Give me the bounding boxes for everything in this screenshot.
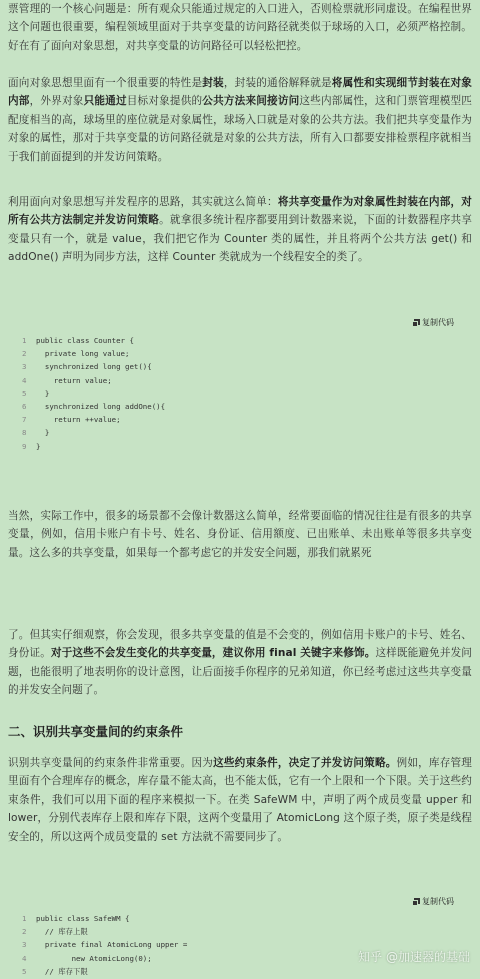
copy-label: 复制代码 — [422, 897, 454, 906]
code-line — [22, 347, 165, 360]
p1-text: 票管理的一个核心问题是：所有观众只能通过规定的入口进入，否则检票就形同虚设。在编程世界这个问题也很重要，编程领域里面对于共享变量的访问路径就类似于球场的入口，必须严格控制。好在有了面向对象思想，对共享变量的访问路径可以轻松把控。 — [8, 3, 472, 52]
line-number: 2 — [22, 349, 27, 359]
code-block-counter — [22, 334, 165, 453]
line-number: 8 — [22, 428, 27, 438]
p2-bold-3: 只能通过 — [83, 95, 127, 108]
p3-text-c: 。就拿很多统计程序都要用到计数器来说，下面的计数器程序共享变量只有一个，就是 value，我们把它作为 Counter 类的属性，并且将两个公共方法 get() 和 addOne() 声明为同步方法，这样 Counter 类就成为一个线程安全的类了。 — [8, 214, 472, 264]
code-line — [22, 413, 165, 426]
p2-text-d: ，外界对象 — [29, 95, 84, 108]
code-text: } — [36, 428, 50, 438]
watermark: 知乎 @加速器的基础 — [358, 950, 470, 964]
code-text: public class Counter { — [36, 336, 134, 345]
p2-bold-4: 公共方法来间接访问 — [202, 95, 300, 108]
code-text: return ++value; — [36, 415, 121, 425]
code-line — [22, 952, 187, 965]
line-number: 7 — [22, 415, 27, 425]
code-line — [22, 440, 165, 453]
code-line — [22, 965, 187, 978]
code-text: // 库存上限 — [36, 927, 88, 937]
p4-text: 当然，实际工作中，很多的场景都不会像计数器这么简单，经常要面临的情况往往是有很多的共享变量，例如，信用卡账户有卡号、姓名、身份证、信用额度、已出账单、未出账单等很多共享变量。这么多的共享变量，如果每一个都考虑它的并发安全问题，那我们就累死 — [8, 510, 472, 559]
section-heading — [0, 722, 480, 740]
code-line — [22, 912, 187, 925]
copy-code-button-1[interactable] — [412, 317, 454, 328]
line-number: 3 — [22, 940, 27, 950]
p5-bold-1: 对于这些不会发生变化的共享变量，建议你用 final 关键字来修饰。 — [50, 647, 376, 660]
p2-text-f: 这些内部属性，这和门票管理模型匹配度相当的高，球场里的座位就是对象属性，球场入口就是对象的公共方法。我们把共享变量作为对象的属性，那对于共享变量的访问路径就是对象的公共方法，所有入口都要安排检票程序就相当于我们前面提到的并发访问策略。 — [8, 95, 472, 163]
line-number: 1 — [22, 336, 27, 345]
p2-bold-1: 封装 — [202, 77, 224, 89]
p3-text-a: 利用面向对象思想写并发程序的思路，其实就这么简单： — [8, 196, 278, 208]
p5-text-c: 这样既能避免并发问题，也能很明了地表明你的设计意图，让后面接手你程序的兄弟知道，你已经考虑过这些共享变量的并发安全问题了。 — [8, 647, 472, 697]
paragraph-1 — [0, 0, 480, 55]
section-title: 二、识别共享变量间的约束条件 — [8, 724, 184, 739]
copy-icon — [412, 319, 420, 327]
line-number: 6 — [22, 402, 27, 412]
p6-text-c: 例如，库存管理里面有个合理库存的概念，库存量不能太高，也不能太低，它有一个上限和一个下限。关于这些约束条件，我们可以用下面的程序来模拟一下。在类 SafeWM 中，声明了两个成员变量 upper 和 lower，分别代表库存上限和库存下限，这两个变量用了 AtomicLong 这个原子类，原子类是线程安全的，所以这两个成员变量的 set 方法就不需要同步了。 — [8, 757, 472, 843]
line-number: 2 — [22, 927, 27, 937]
code-line — [22, 334, 165, 347]
copy-label: 复制代码 — [422, 318, 454, 327]
copy-code-button-2[interactable] — [412, 896, 454, 907]
code-line — [22, 426, 165, 439]
code-text: } — [36, 441, 41, 451]
p2-bold-2: 将属性和实现细节封装在对象内部 — [8, 77, 472, 108]
line-number: 1 — [22, 914, 27, 923]
code-text: private long value; — [36, 349, 130, 359]
code-text: // 库存下限 — [36, 966, 88, 976]
p2-text-a: 面向对象思想里面有一个很重要的特性是 — [8, 77, 203, 89]
code-line — [22, 938, 187, 951]
line-number: 3 — [22, 362, 27, 372]
code-line — [22, 374, 165, 387]
p2-text-c: ，封装的通俗解释就是 — [223, 77, 332, 89]
line-number: 9 — [22, 441, 27, 451]
paragraph-3 — [0, 193, 480, 267]
paragraph-6 — [0, 754, 480, 846]
code-line — [22, 925, 187, 938]
code-text: synchronized long get(){ — [36, 362, 152, 372]
code-text: public class SafeWM { — [36, 914, 130, 923]
line-number: 4 — [22, 375, 27, 385]
paragraph-4 — [0, 507, 480, 562]
p2-text-e: 目标对象提供的 — [126, 95, 203, 108]
code-line — [22, 360, 165, 373]
code-line — [22, 400, 165, 413]
paragraph-5 — [0, 626, 480, 700]
p6-bold-1: 这些约束条件，决定了并发访问策略。 — [213, 757, 397, 769]
p3-bold-1: 将共享变量作为对象属性封装在内部，对所有公共方法制定并发访问策略 — [8, 196, 472, 227]
code-text: return value; — [36, 375, 112, 385]
code-block-safewm — [22, 912, 187, 978]
p6-text-a: 识别共享变量间的约束条件非常重要。因为 — [8, 757, 214, 769]
code-text: private final AtomicLong upper = — [36, 940, 188, 950]
code-line — [22, 387, 165, 400]
paragraph-2 — [0, 74, 480, 166]
code-text: } — [36, 388, 50, 398]
code-text: synchronized long addOne(){ — [36, 402, 166, 412]
p5-text-a: 了。但其实仔细观察，你会发现，很多共享变量的值是不会变的，例如信用卡账户的卡号、姓名、身份证。 — [8, 629, 472, 660]
copy-icon — [412, 898, 420, 906]
line-number: 5 — [22, 966, 27, 976]
line-number: 5 — [22, 388, 27, 398]
code-text: new AtomicLong(0); — [36, 953, 152, 963]
line-number: 4 — [22, 953, 27, 963]
